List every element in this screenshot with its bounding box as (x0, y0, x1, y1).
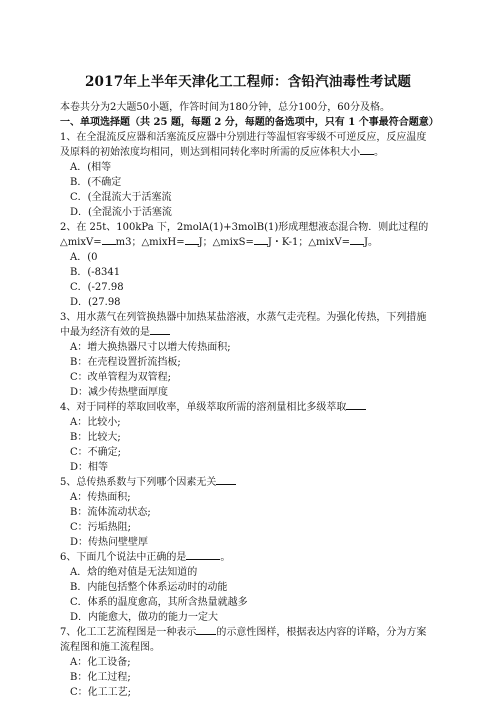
option-c: C：不确定; (70, 447, 122, 458)
answer-blank (360, 154, 374, 155)
question-stem: 1、在全混流反应器和活塞流反应器中分别进行等温恒容零级不可逆反应，反应温度及原料的初始浓度均相同，则达到相同转化率时所需的反应体积大小 。 (60, 132, 427, 158)
question-stem: 7、化工工艺流程图是一种表示 的示意性图样，根据表达内容的详略，分为方案流程图和施工流程图。 (60, 627, 427, 653)
option-d: D．(全混流小于活塞流 (70, 207, 172, 218)
answer-blank (186, 559, 220, 560)
option-a: A．(相等 (70, 162, 112, 173)
answer-blank (350, 244, 364, 245)
option-d: D．(27.98 (70, 297, 121, 308)
option-a: A：传热面积; (70, 492, 131, 503)
question-stem: 2、在 25t、100kPa 下，2molA(1)+3molB(1)形成理想液态混合物．则此过程的△mixV= m3；△mixH= J；△mixS= J・K-1；△mixV= J。 (60, 222, 429, 248)
option-b: B：流体流动状态; (70, 507, 151, 518)
question-2 (60, 220, 436, 310)
option-d: D．内能愈大，做功的能力一定大 (70, 612, 219, 623)
option-d: D：相等 (70, 462, 109, 473)
section-heading: 一、单项选择题（共 25 题，每题 2 分，每题的备选项中，只有 1 个事最符合题意） (60, 117, 439, 128)
answer-blank (254, 244, 268, 245)
answer-blank (185, 244, 199, 245)
question-3 (60, 310, 436, 400)
answer-blank (346, 409, 366, 410)
option-c: C．(-27.98 (70, 282, 124, 293)
answer-blank (216, 484, 236, 485)
option-c: C：化工工艺; (70, 687, 132, 698)
question-stem: 5、总传热系数与下列哪个因素无关 (60, 475, 436, 490)
option-b: B：化工过程; (70, 672, 131, 683)
question-5 (60, 475, 436, 550)
exam-intro: 本卷共分为2大题50小题，作答时间为180分钟，总分100分，60分及格。 (60, 102, 390, 113)
option-b: B．(不确定 (70, 177, 122, 188)
document-title: 2017年上半年天津化工工程师：含铅汽油毒性考试题 (84, 74, 412, 90)
question-4 (60, 400, 436, 475)
question-7 (60, 625, 436, 700)
option-a: A．焓的绝对值是无法知道的 (70, 567, 198, 578)
option-c: C：改单管程为双管程; (70, 372, 172, 383)
question-stem: 3、用水蒸气在列管换热器中加热某盐溶液，水蒸气走壳程。为强化传热，下列措施中最为经济有效的是 (60, 312, 427, 338)
option-d: D：减少传热壁面厚度 (70, 387, 169, 398)
option-c: C．体系的温度愈高，其所含热量就越多 (70, 597, 248, 608)
answer-blank (102, 244, 116, 245)
option-a: A．(0 (70, 252, 98, 263)
option-b: B：在壳程设置折流挡板; (70, 357, 181, 368)
question-1 (60, 130, 436, 220)
option-c: C：污垢热阻; (70, 522, 132, 533)
option-d: D：传热问壁壁厚 (70, 537, 149, 548)
answer-blank (196, 634, 216, 635)
answer-blank (150, 334, 170, 335)
option-b: B．内能包括整个体系运动时的动能 (70, 582, 228, 593)
option-b: B．(-8341 (70, 267, 121, 278)
option-c: C．(全混流大于活塞流 (70, 192, 172, 203)
option-a: A：化工设备; (70, 657, 131, 668)
question-stem: 4、对于同样的萃取回收率，单级萃取所需的溶剂量相比多级萃取 (60, 400, 436, 415)
question-6 (60, 550, 436, 625)
question-stem: 6、下面几个说法中正确的是 。 (60, 552, 231, 563)
option-a: A：比较小; (70, 417, 121, 428)
option-a: A：增大换热器尺寸以增大传热面积; (70, 342, 231, 353)
option-b: B：比较大; (70, 432, 121, 443)
